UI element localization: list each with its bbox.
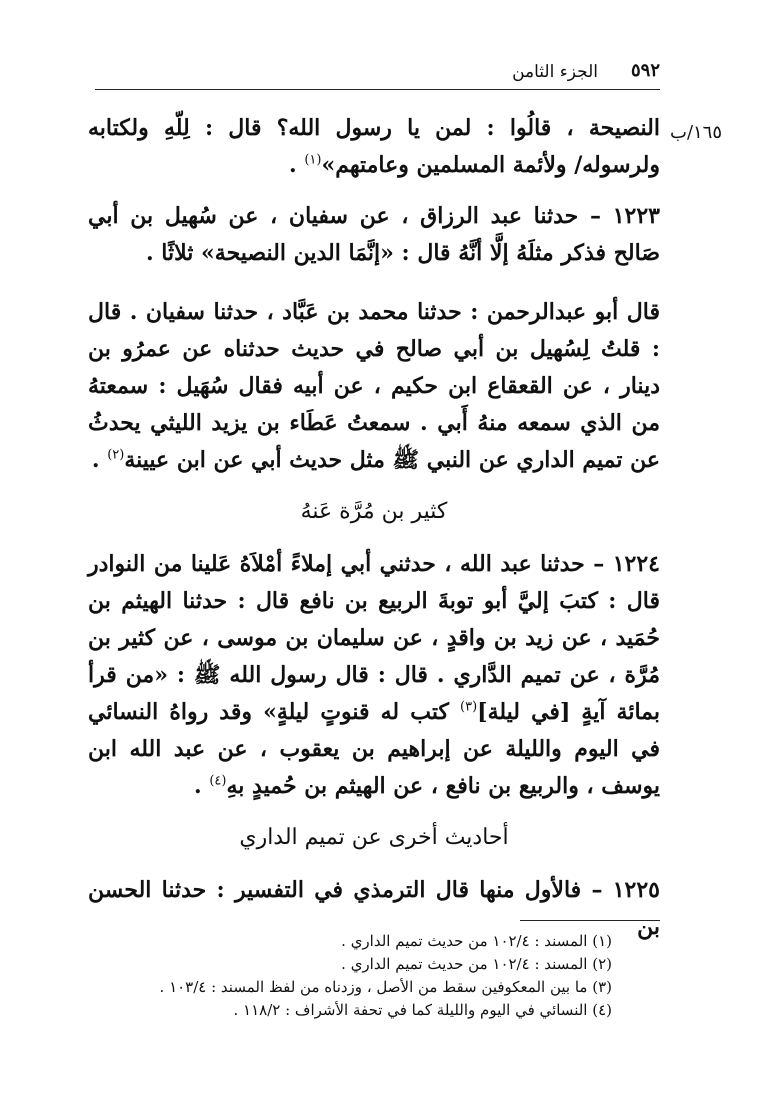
footnote-1: (١) المسند : ١٠٢/٤ من حديث تميم الداري . (341, 932, 612, 950)
footnotes (120, 930, 612, 1022)
footnote-3: (٣) ما بين المعكوفين سقط من الأصل ، وزدناه من لفظ المسند : ١٠٣/٤ . (159, 978, 612, 996)
footnote-marker: (٣) (460, 699, 478, 715)
footnote-marker: (٢) (107, 447, 125, 463)
hadith-1224 (88, 546, 660, 805)
hadith-1223 (88, 198, 660, 272)
paragraph-text-cont: كتب له قنوتٍ ليلةٍ» وقد رواهُ النسائي في اليوم والليلة عن إبراهيم بن يعقوب ، عن عبد الله ابن يوسف ، والربيع بن نافع ، عن الهيثم بن حُميدٍ بهِ (88, 699, 660, 799)
section-heading-other-hadiths: أحاديث أخرى عن تميم الداري (239, 825, 509, 850)
section-heading-kathir: كثير بن مُرَّة عَنهُ (300, 499, 448, 524)
paragraph-1 (88, 110, 660, 184)
paragraph-end: . (288, 152, 305, 178)
paragraph-end: . (194, 773, 210, 799)
part-title: الجزء الثامن (512, 62, 598, 82)
body-text (88, 110, 660, 960)
margin-folio-reference: ١٦٥/ب (670, 122, 723, 143)
footnote-marker: (٤) (209, 773, 227, 789)
paragraph-text: – حدثنا عبد الرزاق ، عن سفيان ، عن سُهيل بن أبي صَالح فذكر مثلَهُ إلَّا أنَّهُ قال : «إنَّمَا الدين النصيحة» ثلاثًا . (88, 203, 660, 266)
paragraph-text: قال أبو عبدالرحمن : حدثنا محمد بن عَبَّاد ، حدثنا سفيان . قال : قلتُ لِسُهيل بن أبي صالح في حديث حدثناه عن عمرُو بن دينار ، عن القعقاع ابن حكيم ، عن أبيه فقال سُهَيل : سمعتهُ من الذي سمعه منهُ أَبي . سمعتُ عَطَاء بن يزيد الليثي يحدثُ عن تميم الداري عن النبي ﷺ مثل حديث أبي عن ابن عيينة (88, 299, 660, 473)
footnote-marker: (١) (304, 152, 322, 168)
paragraph-text: – فالأول منها قال الترمذي في التفسير : حدثنا الحسن بن (88, 877, 660, 940)
page-number: ٥٩٢ (630, 60, 660, 81)
footnote-4: (٤) النسائي في اليوم والليلة كما في تحفة الأشراف : ١١٨/٢ . (233, 1001, 612, 1019)
hadith-number: ١٢٢٣ (612, 203, 660, 229)
hadith-number: ١٢٢٤ (612, 551, 660, 577)
paragraph-3 (88, 294, 660, 479)
paragraph-end: . (91, 447, 108, 473)
running-header (95, 60, 660, 88)
hadith-number: ١٢٢٥ (612, 877, 660, 903)
header-rule (95, 89, 660, 90)
footnote-2: (٢) المسند : ١٠٢/٤ من حديث تميم الداري . (341, 955, 612, 973)
paragraph-text: النصيحة ، قالُوا : لمن يا رسول الله؟ قال : لِلّهِ ولكتابه ولرسوله/ ولأئمة المسلمين وعامتهم» (88, 115, 660, 178)
footnote-rule (520, 920, 660, 921)
paragraph-text: – حدثنا عبد الله ، حدثني أبي إملاءً أمْلاَهُ عَلينا من النوادر قال : كتبَ إليَّ أبو توبةَ الربيع بن نافع قال : حدثنا الهيثم بن حُمَيد ، عن زيد بن واقدٍ ، عن سليمان بن موسى ، عن كثير بن مُرَّة ، عن تميم الدَّاري . قال : قال رسول الله ﷺ : «من قرأ بمائة آيةٍ [في ليلة] (88, 551, 661, 725)
